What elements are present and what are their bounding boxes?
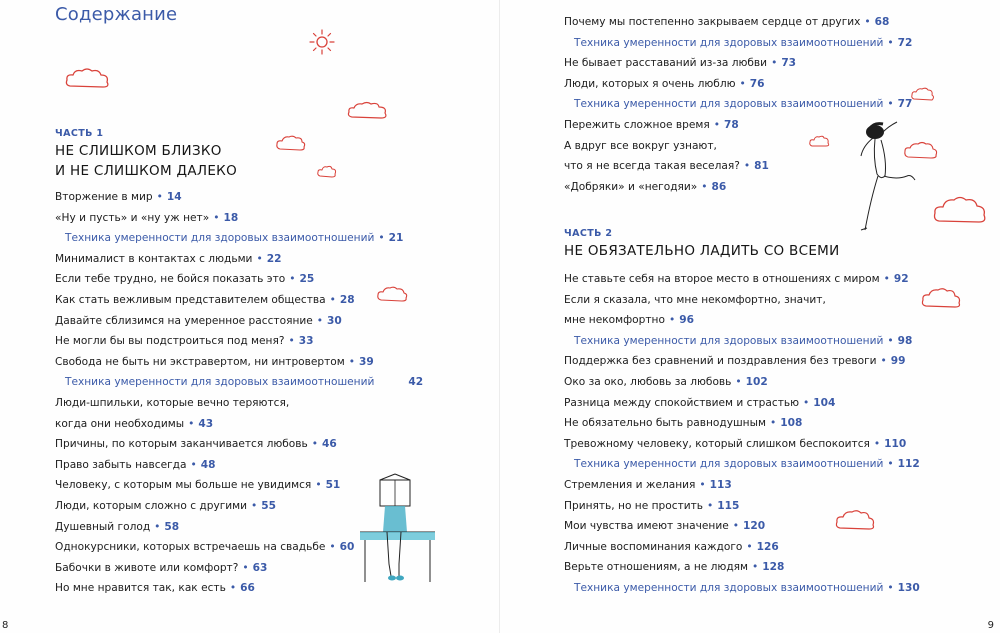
toc-entry-title: Причины, по которым заканчивается любовь	[55, 438, 308, 451]
toc-page-number: 113	[709, 478, 732, 491]
toc-entry[interactable]	[564, 269, 994, 290]
toc-entry-title: Техника умеренности для здоровых взаимоотношений	[65, 232, 375, 245]
toc-page-number: 77	[897, 98, 913, 111]
page-number-left: 8	[2, 620, 9, 631]
toc-entry-title: Люди-шпильки, которые вечно теряются,	[55, 396, 290, 409]
toc-entry-title: Если тебе трудно, не бойся показать это	[55, 273, 286, 286]
part1-label: ЧАСТЬ 1	[55, 128, 104, 139]
toc-entry-title: Не ставьте себя на второе место в отношениях с миром	[564, 273, 880, 285]
toc-entry-title: Разница между спокойствием и страстью	[564, 396, 800, 409]
bullet-separator: •	[316, 314, 324, 327]
toc-page-number: 73	[781, 57, 797, 70]
right-page	[500, 0, 1000, 633]
bullet-separator: •	[739, 77, 746, 90]
bullet-separator: •	[752, 561, 759, 574]
bullet-separator: •	[190, 458, 197, 471]
bullet-separator: •	[707, 499, 714, 512]
toc-page-number: 66	[240, 582, 255, 595]
bullet-separator: •	[769, 417, 777, 430]
toc-entry[interactable]	[55, 517, 485, 538]
bullet-separator: •	[713, 118, 720, 131]
toc-technique-entry[interactable]	[564, 33, 994, 54]
bullet-separator: •	[887, 98, 894, 111]
toc-page-number: 14	[166, 191, 182, 203]
bullet-separator: •	[887, 581, 894, 594]
toc-entry-title: Пережить сложное время	[564, 118, 710, 131]
toc-entry-title: Техника умеренности для здоровых взаимоотношений	[574, 334, 884, 347]
toc-entry[interactable]	[55, 249, 485, 270]
toc-entry-title: Техника умеренности для здоровых взаимоотношений	[574, 98, 884, 111]
cloud-icon	[346, 100, 390, 122]
bullet-separator: •	[873, 437, 881, 450]
toc-page-number: 22	[266, 252, 282, 265]
toc-entry-title: Право забыть навсегда	[55, 458, 187, 471]
toc-entry[interactable]	[564, 177, 994, 198]
part1-title	[55, 141, 237, 181]
toc-entry-title: Человеку, с которым мы больше не увидимся	[55, 479, 312, 492]
toc-page-number: 72	[897, 36, 913, 49]
toc-entry[interactable]	[55, 290, 485, 311]
part1-title-line: НЕ СЛИШКОМ БЛИЗКО	[55, 143, 222, 159]
toc-entry[interactable]	[564, 434, 994, 455]
toc-page-number: 55	[261, 499, 277, 512]
bullet-separator: •	[329, 541, 336, 554]
toc-entry-title: Тревожному человеку, который слишком беспокоится	[564, 437, 870, 450]
toc-entry[interactable]	[564, 393, 994, 414]
bullet-separator: •	[311, 438, 319, 451]
toc-page-number: 104	[813, 396, 836, 409]
toc-page-number: 108	[780, 417, 803, 430]
toc-page-number: 51	[325, 479, 341, 492]
toc-page-number: 58	[164, 520, 180, 533]
bullet-separator: •	[188, 417, 195, 430]
toc-entry-title: Мои чувства имеют значение	[564, 520, 729, 533]
toc-page-number: 130	[897, 581, 920, 594]
toc-entry-title: Техника умеренности для здоровых взаимоотношений	[65, 376, 375, 389]
toc-entry[interactable]	[564, 351, 994, 372]
contents-title: Содержание	[55, 4, 178, 25]
bullet-separator: •	[699, 478, 706, 491]
toc-entry-title: «Ну и пусть» и «ну уж нет»	[55, 211, 210, 224]
toc-entry[interactable]	[55, 414, 485, 435]
toc-page-number: 33	[298, 335, 314, 348]
bullet-separator: •	[156, 191, 163, 203]
toc-entry-title: Как стать вежливым представителем общества	[55, 293, 326, 306]
toc-page-number: 18	[223, 211, 239, 224]
bullet-separator: •	[329, 293, 336, 306]
toc-entry-title: А вдруг все вокруг узнают,	[564, 139, 717, 152]
toc-entry[interactable]	[55, 537, 485, 558]
toc-page-number: 96	[679, 314, 694, 327]
bullet-separator: •	[864, 16, 871, 28]
toc-technique-entry[interactable]	[564, 578, 994, 599]
toc-page-number: 86	[711, 180, 727, 193]
toc-page-number: 28	[339, 293, 355, 306]
bullet-separator: •	[289, 273, 296, 286]
bullet-separator: •	[735, 375, 742, 388]
cloud-icon	[316, 164, 338, 180]
toc-page-number: 60	[339, 541, 355, 554]
toc-entry-title: мне некомфортно	[564, 314, 665, 327]
toc-part1-continued	[564, 12, 994, 197]
toc-page-number: 21	[388, 232, 404, 245]
toc-entry[interactable]	[564, 310, 994, 331]
toc-entry[interactable]	[564, 115, 994, 136]
toc-entry[interactable]	[564, 12, 994, 33]
toc-entry[interactable]	[55, 496, 485, 517]
toc-page-number: 39	[359, 355, 374, 368]
bullet-separator: •	[213, 211, 220, 224]
toc-entry-title: Техника умеренности для здоровых взаимоотношений	[574, 458, 884, 471]
toc-entry[interactable]	[55, 269, 485, 290]
toc-entry-title: Личные воспоминания каждого	[564, 540, 743, 553]
part2-label: ЧАСТЬ 2	[564, 228, 613, 239]
part2-title	[564, 241, 840, 261]
toc-technique-entry[interactable]	[55, 372, 485, 393]
bullet-separator: •	[746, 540, 753, 553]
toc-entry-title: Верьте отношениям, а не людям	[564, 561, 749, 574]
toc-entry[interactable]	[55, 558, 485, 579]
toc-entry-title: Давайте сблизимся на умеренное расстояние	[55, 314, 313, 327]
toc-entry-title: Вторжение в мир	[55, 191, 153, 203]
toc-entry[interactable]	[564, 537, 994, 558]
toc-part1	[55, 187, 485, 599]
bullet-separator: •	[154, 520, 161, 533]
toc-technique-entry[interactable]	[55, 228, 485, 249]
toc-technique-entry[interactable]	[564, 331, 994, 352]
cloud-icon	[64, 66, 112, 92]
toc-entry-title: что я не всегда такая веселая?	[564, 160, 740, 173]
toc-entry[interactable]	[55, 434, 485, 455]
toc-page-number: 42	[408, 376, 424, 389]
bullet-separator: •	[348, 355, 356, 368]
toc-entry[interactable]	[564, 557, 994, 578]
bullet-separator: •	[887, 458, 894, 471]
toc-page-number: 128	[762, 561, 785, 574]
toc-page-number: 63	[252, 561, 268, 574]
cloud-icon	[932, 194, 988, 228]
toc-page-number: 78	[723, 118, 739, 131]
toc-entry[interactable]	[55, 208, 485, 229]
part1-title-line: И НЕ СЛИШКОМ ДАЛЕКО	[55, 163, 237, 179]
toc-page-number: 98	[897, 334, 913, 347]
toc-entry[interactable]	[55, 475, 485, 496]
toc-entry-title: Душевный голод	[55, 520, 151, 533]
toc-entry-title: когда они необходимы	[55, 417, 185, 430]
bullet-separator: •	[803, 396, 810, 409]
toc-page-number: 81	[754, 160, 769, 173]
bullet-separator: •	[256, 252, 263, 265]
toc-entry-title: Но мне нравится так, как есть	[55, 582, 226, 595]
toc-entry-title: Око за око, любовь за любовь	[564, 375, 732, 388]
toc-entry[interactable]	[564, 53, 994, 74]
toc-entry-title: Принять, но не простить	[564, 499, 704, 512]
cloud-icon	[808, 134, 832, 150]
bullet-separator: •	[887, 334, 894, 347]
toc-entry[interactable]	[564, 496, 994, 517]
toc-page-number: 99	[890, 355, 906, 368]
toc-page-number: 30	[327, 314, 342, 327]
bullet-separator: •	[288, 335, 295, 348]
toc-entry-title: Люди, которых я очень люблю	[564, 77, 736, 90]
bullet-separator: •	[887, 36, 894, 49]
toc-page-number: 102	[745, 375, 768, 388]
toc-entry-title: Не бывает расставаний из-за любви	[564, 57, 768, 70]
toc-entry-title: Не могли бы вы подстроиться под меня?	[55, 335, 285, 348]
toc-entry[interactable]	[55, 455, 485, 476]
toc-page-number: 126	[756, 540, 779, 553]
toc-entry-title: Свобода не быть ни экстравертом, ни интровертом	[55, 355, 345, 368]
toc-entry-title: Люди, которым сложно с другими	[55, 499, 248, 512]
toc-entry-title: Минималист в контактах с людьми	[55, 252, 253, 265]
toc-entry-title: Стремления и желания	[564, 478, 696, 491]
toc-page-number: 110	[884, 437, 907, 450]
bullet-separator: •	[883, 273, 890, 285]
toc-entry[interactable]	[55, 331, 485, 352]
bullet-separator: •	[880, 355, 887, 368]
toc-entry-title: Почему мы постепенно закрываем сердце от других	[564, 16, 861, 28]
page-number-right: 9	[987, 620, 994, 631]
toc-entry[interactable]	[564, 372, 994, 393]
toc-entry[interactable]	[564, 290, 994, 311]
bullet-separator: •	[251, 499, 258, 512]
toc-entry-title: «Добряки» и «негодяи»	[564, 180, 698, 193]
jumping-person-illustration	[845, 118, 925, 236]
toc-entry-title: Не обязательно быть равнодушным	[564, 417, 766, 430]
toc-entry[interactable]	[55, 578, 485, 599]
toc-page-number: 68	[874, 16, 890, 28]
toc-page-number: 112	[897, 458, 920, 471]
toc-page-number: 25	[299, 273, 315, 286]
bullet-separator: •	[732, 520, 740, 533]
cloud-icon	[910, 86, 936, 104]
toc-entry-title: Если я сказала, что мне некомфортно, значит,	[564, 293, 826, 306]
toc-entry-title: Техника умеренности для здоровых взаимоотношений	[574, 581, 884, 594]
bullet-separator: •	[242, 561, 249, 574]
toc-page-number: 120	[743, 520, 766, 533]
toc-entry[interactable]	[55, 393, 485, 414]
toc-entry-title: Бабочки в животе или комфорт?	[55, 561, 239, 574]
bullet-separator: •	[668, 314, 676, 327]
toc-page-number: 48	[200, 458, 216, 471]
toc-entry[interactable]	[55, 187, 485, 208]
cloud-icon	[275, 134, 307, 154]
bullet-separator: •	[229, 582, 237, 595]
toc-page-number: 76	[749, 77, 765, 90]
toc-page-number: 46	[322, 438, 337, 451]
sun-icon	[305, 28, 339, 58]
bullet-separator: •	[771, 57, 778, 70]
toc-entry[interactable]	[55, 311, 485, 332]
toc-page-number: 115	[717, 499, 740, 512]
toc-part2	[564, 269, 994, 599]
bullet-separator: •	[378, 232, 385, 245]
toc-technique-entry[interactable]	[564, 454, 994, 475]
toc-entry-title: Поддержка без сравнений и поздравления без тревоги	[564, 355, 877, 368]
bullet-separator: •	[743, 160, 751, 173]
toc-entry-title: Однокурсники, которых встречаешь на свадьбе	[55, 541, 326, 554]
toc-entry[interactable]	[564, 413, 994, 434]
toc-entry[interactable]	[564, 475, 994, 496]
toc-entry[interactable]	[55, 352, 485, 373]
part2-title-line: НЕ ОБЯЗАТЕЛЬНО ЛАДИТЬ СО ВСЕМИ	[564, 243, 840, 259]
toc-entry-title: Техника умеренности для здоровых взаимоотношений	[574, 36, 884, 49]
toc-entry[interactable]	[564, 516, 994, 537]
bullet-separator: •	[315, 479, 322, 492]
bullet-separator: •	[701, 180, 708, 193]
toc-page-number: 92	[893, 273, 909, 285]
toc-page-number: 43	[198, 417, 214, 430]
